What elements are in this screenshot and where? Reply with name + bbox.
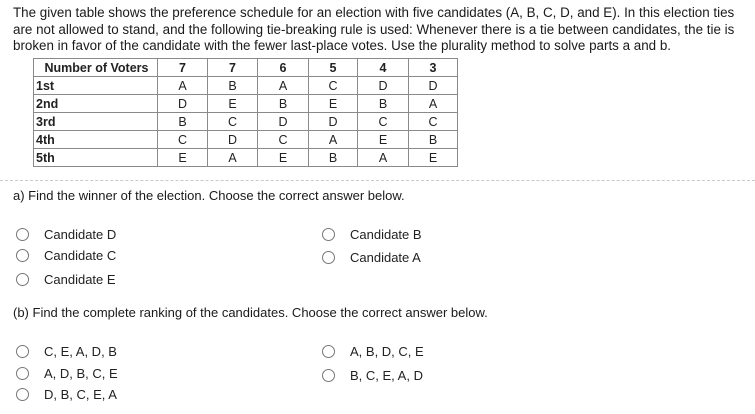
rank-label: 2nd xyxy=(34,95,158,113)
table-cell: D xyxy=(409,77,458,95)
radio-button[interactable] xyxy=(16,249,29,262)
table-cell: E xyxy=(358,131,409,149)
option-label: C, E, A, D, B xyxy=(44,344,117,359)
voter-count: 4 xyxy=(358,59,409,77)
table-cell: A xyxy=(309,131,358,149)
table-cell: D xyxy=(358,77,409,95)
radio-button[interactable] xyxy=(322,251,335,264)
problem-statement: The given table shows the preference schedule for an election with five candidates (A, B, C, D, and E). In this election ties are not allowed to stand, and the following tie-breaking rule is used: Whenever there is a tie between candidates, the tie is broken in favor of the candidate with the fewer last-place votes. Use the plurality method to solve parts a and b. xyxy=(13,5,735,53)
voter-count: 6 xyxy=(258,59,309,77)
radio-button[interactable] xyxy=(322,228,335,241)
table-row xyxy=(34,77,458,95)
table-row xyxy=(34,131,458,149)
voter-count: 7 xyxy=(158,59,208,77)
answer-option-a-candidate-a[interactable] xyxy=(322,250,421,265)
answer-option-b-ranking-2[interactable] xyxy=(322,344,424,359)
table-cell: D xyxy=(309,113,358,131)
table-cell: A xyxy=(208,149,258,167)
part-b-question: (b) Find the complete ranking of the candidates. Choose the correct answer below. xyxy=(13,305,488,320)
option-label: A, D, B, C, E xyxy=(44,366,118,381)
answer-option-a-candidate-d[interactable] xyxy=(16,227,116,242)
option-label: Candidate E xyxy=(44,272,116,287)
option-label: D, B, C, E, A xyxy=(44,387,117,402)
table-cell: C xyxy=(158,131,208,149)
table-cell: B xyxy=(258,95,309,113)
table-cell: B xyxy=(158,113,208,131)
table-cell: C xyxy=(409,113,458,131)
table-cell: A xyxy=(358,149,409,167)
radio-button[interactable] xyxy=(16,367,29,380)
table-header-row xyxy=(34,59,458,77)
table-cell: E xyxy=(258,149,309,167)
table-cell: D xyxy=(158,95,208,113)
answer-option-b-ranking-4[interactable] xyxy=(322,368,423,383)
rank-label: 3rd xyxy=(34,113,158,131)
voter-count: 7 xyxy=(208,59,258,77)
voter-count: 5 xyxy=(309,59,358,77)
answer-option-a-candidate-c[interactable] xyxy=(16,248,116,263)
radio-button[interactable] xyxy=(16,228,29,241)
table-cell: A xyxy=(258,77,309,95)
table-row xyxy=(34,95,458,113)
table-cell: C xyxy=(258,131,309,149)
option-label: Candidate D xyxy=(44,227,117,242)
radio-button[interactable] xyxy=(16,273,29,286)
table-row xyxy=(34,149,458,167)
table-cell: E xyxy=(208,95,258,113)
option-label: Candidate B xyxy=(350,227,422,242)
table-cell: E xyxy=(158,149,208,167)
table-cell: D xyxy=(208,131,258,149)
radio-button[interactable] xyxy=(322,345,335,358)
rank-label: 1st xyxy=(34,77,158,95)
table-cell: B xyxy=(309,149,358,167)
preference-table xyxy=(33,58,458,167)
table-row xyxy=(34,113,458,131)
table-cell: B xyxy=(358,95,409,113)
table-cell: B xyxy=(208,77,258,95)
answer-option-a-candidate-b[interactable] xyxy=(322,227,422,242)
answer-option-b-ranking-5[interactable] xyxy=(16,387,117,402)
table-cell: B xyxy=(409,131,458,149)
answer-option-b-ranking-1[interactable] xyxy=(16,344,117,359)
table-cell: C xyxy=(358,113,409,131)
radio-button[interactable] xyxy=(16,388,29,401)
table-cell: A xyxy=(409,95,458,113)
option-label: B, C, E, A, D xyxy=(350,368,423,383)
section-divider xyxy=(0,180,755,181)
answer-option-a-candidate-e[interactable] xyxy=(16,272,116,287)
table-cell: A xyxy=(158,77,208,95)
answer-option-b-ranking-3[interactable] xyxy=(16,366,118,381)
table-cell: C xyxy=(208,113,258,131)
part-a-question: a) Find the winner of the election. Choose the correct answer below. xyxy=(13,188,405,203)
radio-button[interactable] xyxy=(322,369,335,382)
option-label: Candidate C xyxy=(44,248,117,263)
table-cell: C xyxy=(309,77,358,95)
rank-label: 5th xyxy=(34,149,158,167)
option-label: Candidate A xyxy=(350,250,421,265)
option-label: A, B, D, C, E xyxy=(350,344,424,359)
voter-count: 3 xyxy=(409,59,458,77)
table-cell: E xyxy=(409,149,458,167)
table-cell: D xyxy=(258,113,309,131)
rank-label: 4th xyxy=(34,131,158,149)
table-header-label: Number of Voters xyxy=(34,59,158,77)
table-cell: E xyxy=(309,95,358,113)
radio-button[interactable] xyxy=(16,345,29,358)
